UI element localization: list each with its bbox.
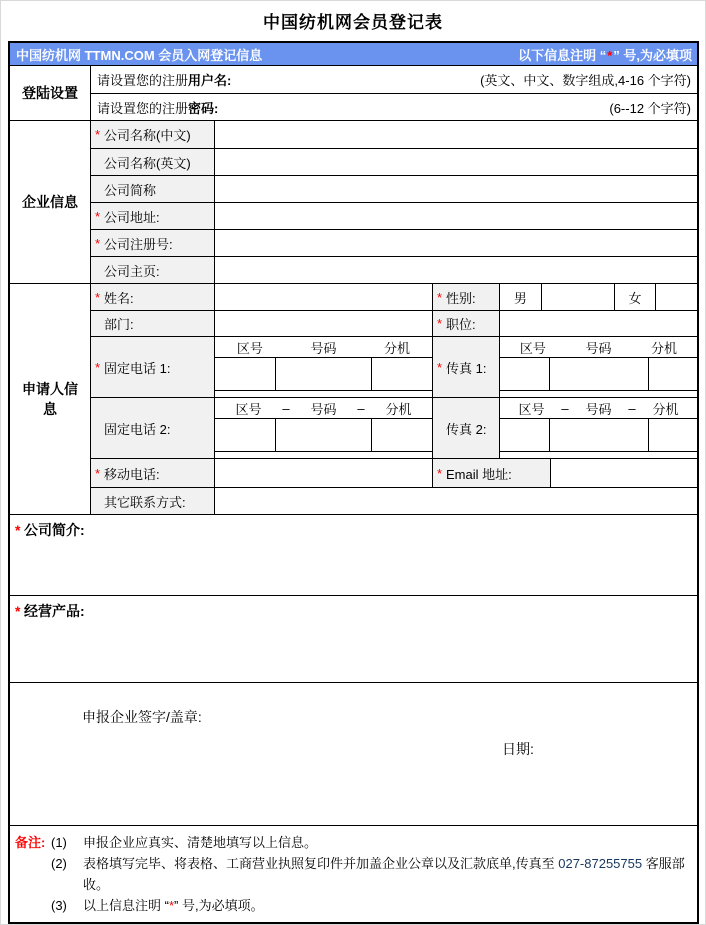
- required-star-icon: *: [437, 316, 443, 331]
- number-header: 号码: [585, 340, 612, 356]
- note-number: (1): [51, 835, 67, 850]
- fax1-subheader: [500, 337, 697, 358]
- mobile-input[interactable]: [214, 459, 432, 487]
- fax2-subheader: [500, 398, 697, 419]
- company-address-label: * 公司地址:: [90, 203, 214, 229]
- signature-label: 申报企业签字/盖章:: [82, 709, 202, 725]
- phone2-number-input[interactable]: [275, 419, 371, 451]
- products-label: 经营产品:: [24, 603, 85, 619]
- gender-label: * 性别:: [432, 284, 499, 310]
- company-homepage-input[interactable]: [214, 257, 697, 283]
- required-star-icon: *: [607, 47, 613, 63]
- note-text-pre: 以上信息注明 “: [83, 898, 169, 913]
- required-star-icon: *: [15, 522, 21, 538]
- phone2-label: 固定电话 2:: [90, 398, 214, 458]
- phone2-fax2-row: [90, 397, 697, 458]
- username-hint: (英文、中文、数字组成,4-16 个字符): [480, 73, 691, 88]
- email-input[interactable]: [550, 459, 697, 487]
- company-name-cn-row: [90, 121, 697, 148]
- company-intro-box[interactable]: [10, 514, 697, 595]
- fax-phone-number: 027-87255755: [558, 856, 643, 871]
- username-label-prefix: 请设置您的注册: [97, 73, 189, 88]
- extension-header: 分机: [652, 401, 679, 417]
- dept-label: 部门:: [90, 311, 214, 336]
- section-company-body: [90, 121, 697, 283]
- area-code-header: 区号: [518, 401, 545, 417]
- area-code-header: 区号: [519, 340, 546, 356]
- phone1-label: * 固定电话 1:: [90, 337, 214, 397]
- required-star-icon: *: [95, 465, 101, 481]
- phone2-areacode-input[interactable]: [215, 419, 275, 451]
- required-star-icon: *: [95, 289, 101, 305]
- company-name-en-label: 公司名称(英文): [90, 149, 214, 175]
- other-contact-label: 其它联系方式:: [90, 488, 214, 514]
- password-label-prefix: 请设置您的注册: [97, 100, 189, 116]
- section-company: [10, 120, 697, 283]
- number-header: 号码: [310, 401, 337, 417]
- position-input[interactable]: [499, 311, 697, 336]
- required-star-icon: *: [15, 603, 21, 619]
- phone1-extension-input[interactable]: [371, 358, 432, 390]
- note-text-post: ” 号,为必填项。: [174, 898, 264, 913]
- required-star-icon: *: [95, 359, 101, 375]
- note-item-1: [51, 832, 687, 853]
- email-label: * Email 地址:: [432, 459, 550, 487]
- section-login: [10, 65, 697, 120]
- name-input[interactable]: [214, 284, 432, 310]
- page-title: 中国纺机网会员登记表: [263, 13, 443, 32]
- required-star-icon: *: [95, 208, 101, 224]
- notes-label: 备注:: [15, 835, 46, 850]
- password-field[interactable]: [90, 94, 697, 120]
- gender-female-label: 女: [614, 284, 656, 310]
- note-text: [83, 853, 687, 895]
- username-field[interactable]: [90, 66, 697, 93]
- company-address-row: [90, 202, 697, 229]
- signature-box[interactable]: [10, 682, 697, 825]
- phone2-group: [214, 398, 432, 458]
- username-label: [97, 70, 231, 89]
- note-text-post: 客服部收。: [83, 856, 685, 892]
- fax2-group: [499, 398, 697, 458]
- phone2-subheader: [215, 398, 432, 419]
- fax1-number-input[interactable]: [549, 358, 648, 390]
- note-text: 申报企业应真实、清楚地填写以上信息。: [83, 835, 318, 850]
- company-name-en-input[interactable]: [214, 149, 697, 175]
- header-required-note: [518, 45, 692, 64]
- required-star-icon: *: [437, 289, 443, 305]
- required-note-prefix: 以下信息注明 “: [518, 47, 607, 63]
- phone1-group: [214, 337, 432, 397]
- company-address-input[interactable]: [214, 203, 697, 229]
- company-homepage-label: 公司主页:: [90, 257, 214, 283]
- section-label-login: 登陆设置: [22, 85, 78, 101]
- form-header-bar: [10, 43, 697, 65]
- position-label: * 职位:: [432, 311, 499, 336]
- gender-male-label: 男: [499, 284, 541, 310]
- password-label: [97, 98, 218, 117]
- phone2-extension-input[interactable]: [371, 419, 432, 451]
- company-shortname-label: 公司简称: [90, 176, 214, 202]
- number-header: 号码: [310, 340, 337, 356]
- company-regno-row: [90, 229, 697, 256]
- other-contact-input[interactable]: [214, 488, 697, 514]
- required-star-icon: *: [437, 465, 443, 481]
- notes-box: [10, 825, 697, 922]
- dash: –: [628, 400, 636, 416]
- fax1-inputs: [500, 358, 697, 391]
- username-label-bold: 用户名:: [188, 73, 232, 88]
- name-label: * 姓名:: [90, 284, 214, 310]
- note-number: (3): [51, 898, 67, 913]
- header-left-text: 中国纺机网 TTMN.COM 会员入网登记信息: [16, 47, 263, 63]
- dept-input[interactable]: [214, 311, 432, 336]
- fax2-extension-input[interactable]: [648, 419, 697, 451]
- area-code-header: 区号: [236, 340, 263, 356]
- extension-header: 分机: [385, 401, 412, 417]
- fax2-number-input[interactable]: [549, 419, 648, 451]
- products-box[interactable]: [10, 595, 697, 682]
- dash: –: [561, 400, 569, 416]
- area-code-header: 区号: [235, 401, 262, 417]
- dash: –: [357, 400, 365, 416]
- company-shortname-input[interactable]: [214, 176, 697, 202]
- company-regno-label: * 公司注册号:: [90, 230, 214, 256]
- fax1-group: [499, 337, 697, 397]
- name-gender-row: [90, 284, 697, 310]
- phone1-number-input[interactable]: [275, 358, 371, 390]
- fax1-extension-input[interactable]: [648, 358, 697, 390]
- password-row: [90, 93, 697, 120]
- section-applicant: [10, 283, 697, 514]
- password-label-bold: 密码:: [188, 100, 219, 116]
- company-name-en-row: [90, 148, 697, 175]
- dash: –: [282, 400, 290, 416]
- phone1-fax1-row: [90, 336, 697, 397]
- fax2-inputs: [500, 419, 697, 452]
- company-shortname-row: [90, 175, 697, 202]
- company-homepage-row: [90, 256, 697, 283]
- extension-header: 分机: [651, 340, 678, 356]
- required-star-icon: *: [437, 359, 443, 375]
- other-contact-row: [90, 487, 697, 514]
- fax1-areacode-input[interactable]: [500, 358, 549, 390]
- mobile-label: * 移动电话:: [90, 459, 214, 487]
- date-label: 日期:: [502, 741, 534, 757]
- company-name-cn-input[interactable]: [214, 121, 697, 148]
- note-number: (2): [51, 856, 67, 871]
- section-label-company: 企业信息: [22, 194, 78, 210]
- phone1-inputs: [215, 358, 432, 391]
- company-name-cn-label: * 公司名称(中文): [90, 121, 214, 148]
- phone2-inputs: [215, 419, 432, 452]
- phone1-subheader: [215, 337, 432, 358]
- fax2-label: 传真 2:: [432, 398, 499, 458]
- required-note-suffix: ” 号,为必填项: [613, 47, 692, 63]
- mobile-email-row: [90, 458, 697, 487]
- gender-male-checkbox-cell[interactable]: [541, 284, 614, 310]
- section-login-body: [90, 66, 697, 120]
- username-row: [90, 66, 697, 93]
- fax2-areacode-input[interactable]: [500, 419, 549, 451]
- note-text-pre: 表格填写完毕、将表格、工商营业执照复印件并加盖企业公章以及汇款底单,传真至: [83, 856, 559, 871]
- required-star-icon: *: [95, 235, 101, 251]
- section-applicant-body: [90, 284, 697, 514]
- registration-table: [8, 41, 699, 924]
- number-header: 号码: [585, 401, 612, 417]
- company-regno-input[interactable]: [214, 230, 697, 256]
- section-label-applicant: 申请人信息: [22, 381, 78, 417]
- required-star-icon: *: [168, 898, 175, 913]
- note-item-2: [51, 853, 687, 895]
- dept-position-row: [90, 310, 697, 336]
- note-item-3: [51, 895, 687, 916]
- gender-female-checkbox-cell[interactable]: [655, 284, 697, 310]
- company-intro-label: 公司简介:: [24, 522, 85, 538]
- note-text: [83, 895, 687, 916]
- fax1-label: * 传真 1:: [432, 337, 499, 397]
- password-hint: (6--12 个字符): [609, 100, 691, 116]
- required-star-icon: *: [95, 127, 101, 142]
- phone1-areacode-input[interactable]: [215, 358, 275, 390]
- notes-items: [51, 832, 687, 916]
- extension-header: 分机: [384, 340, 411, 356]
